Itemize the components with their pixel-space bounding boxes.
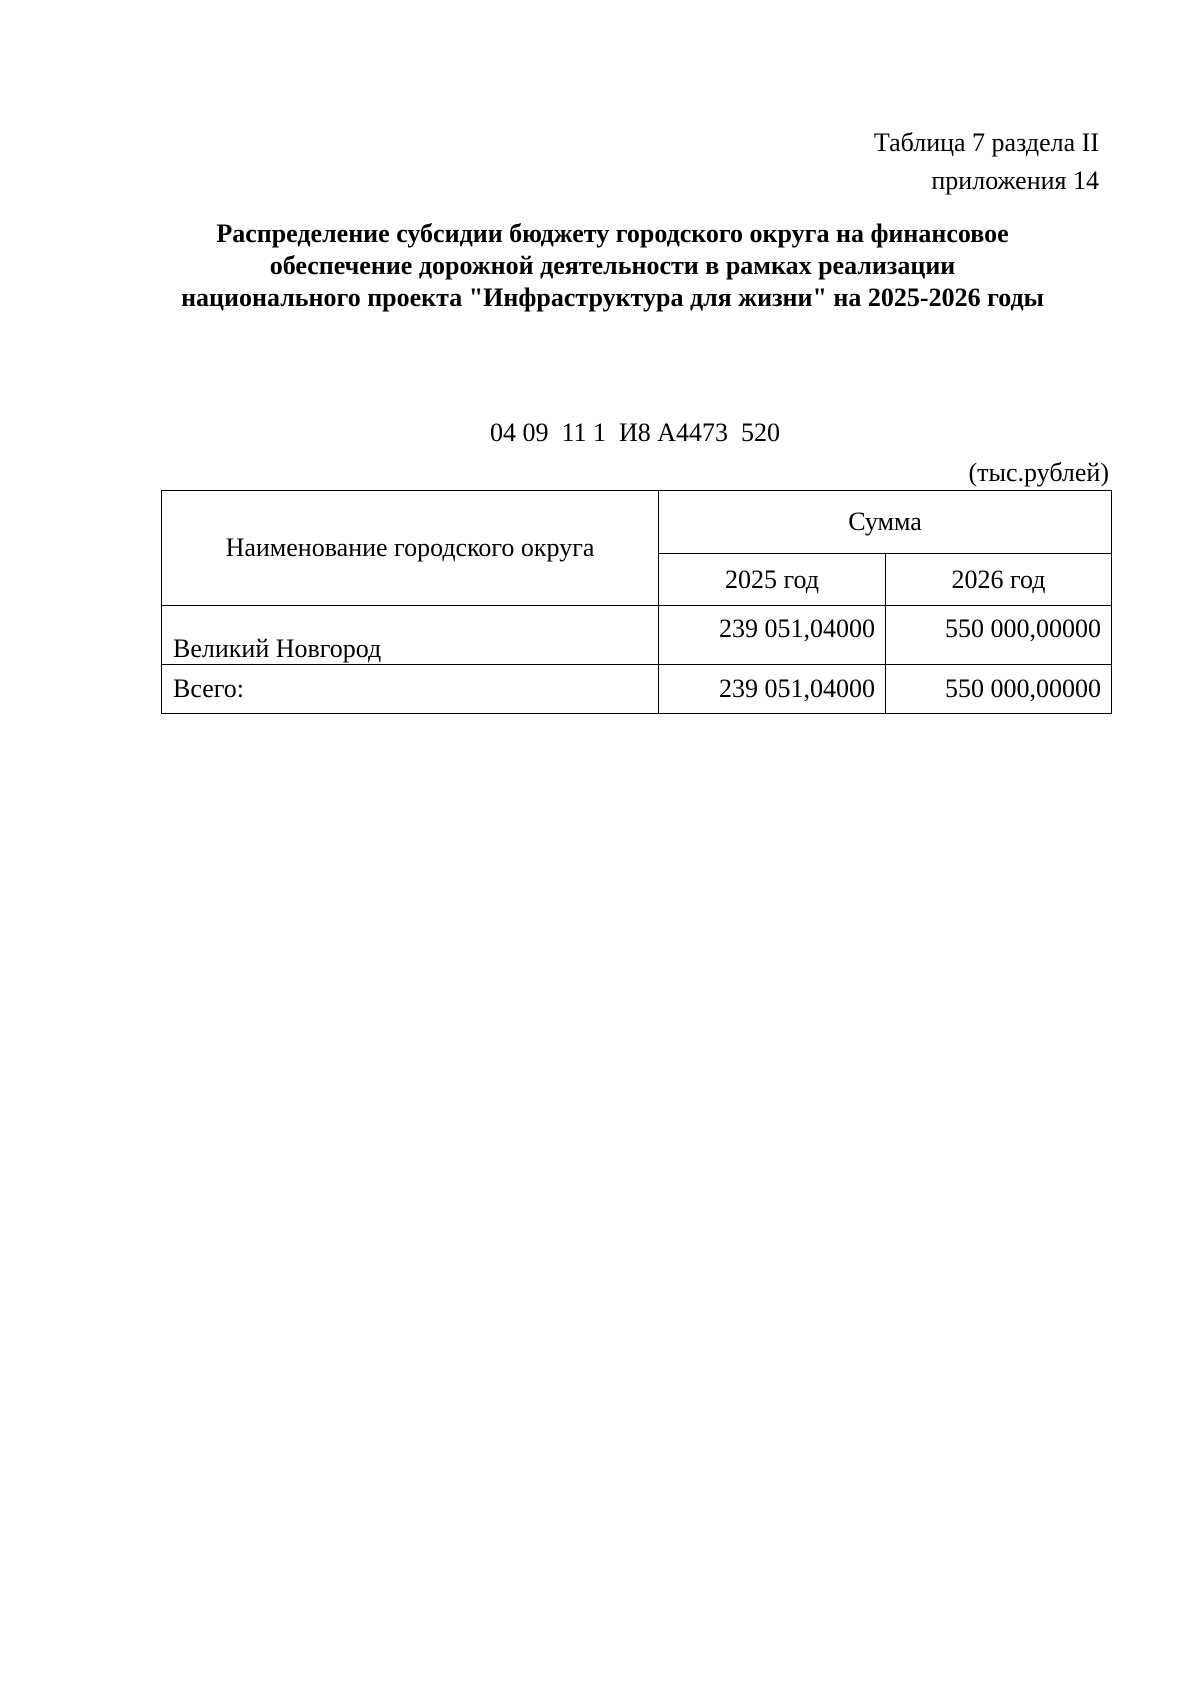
column-header-2026: 2026 год bbox=[886, 554, 1112, 606]
budget-classification-code: 04 09 11 1 И8 А4473 520 bbox=[489, 418, 781, 447]
annex-reference bbox=[874, 124, 1099, 200]
district-name-cell: Великий Новгород bbox=[162, 606, 659, 665]
annex-appendix-ref: приложения 14 bbox=[931, 166, 1099, 195]
document-title: Распределение субсидии бюджету городского округа на финансовое обеспечение дорожной деятельности в рамках реализации национального проекта "Инфраструктура для жизни" на 2025-2026 годы bbox=[181, 219, 1044, 312]
column-header-sum: Сумма bbox=[659, 491, 1112, 554]
total-2026-cell: 550 000,00000 bbox=[886, 665, 1112, 714]
unit-label: (тыс.рублей) bbox=[968, 458, 1109, 487]
total-row bbox=[162, 665, 1112, 714]
subsidy-table bbox=[161, 490, 1112, 714]
column-header-district: Наименование городского округа bbox=[162, 491, 659, 606]
total-label-cell: Всего: bbox=[162, 665, 659, 714]
amount-2025-cell: 239 051,04000 bbox=[659, 606, 886, 665]
amount-2026-cell: 550 000,00000 bbox=[886, 606, 1112, 665]
total-2025-cell: 239 051,04000 bbox=[659, 665, 886, 714]
column-header-2025: 2025 год bbox=[659, 554, 886, 606]
table-row bbox=[162, 606, 1112, 665]
annex-table-ref: Таблица 7 раздела II bbox=[873, 128, 1099, 157]
